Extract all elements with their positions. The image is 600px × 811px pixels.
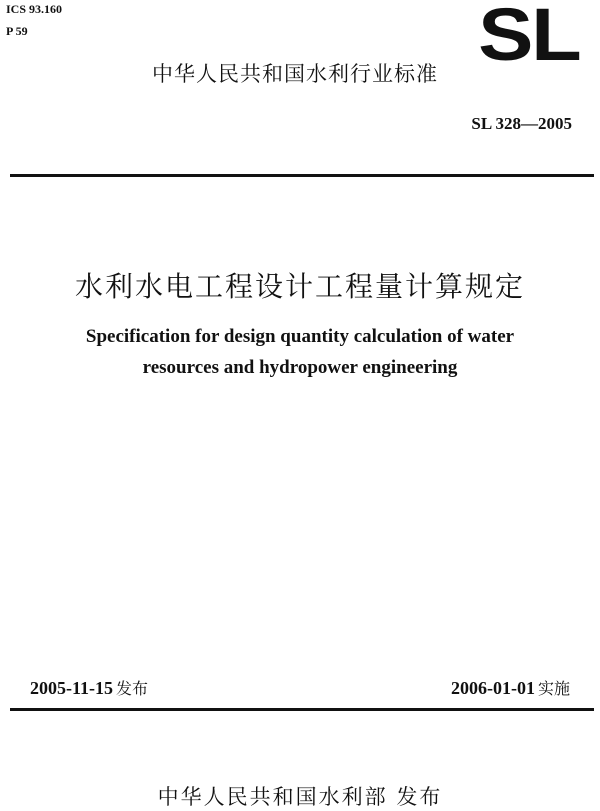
issuer-title: 中华人民共和国水利行业标准 (152, 62, 438, 86)
classification-code: P 59 (6, 24, 28, 38)
bottom-divider (10, 708, 594, 711)
document-title-english (0, 321, 600, 383)
issue-date (30, 676, 148, 699)
implementation-date-label: 实施 (537, 679, 570, 698)
top-divider (10, 174, 594, 177)
implementation-date-value: 2006-01-01 (450, 678, 535, 698)
english-title-line-2: resources and hydropower engineering (142, 357, 458, 378)
english-title-line-1: Specification for design quantity calculation of water (85, 326, 515, 347)
issue-date-label: 发布 (116, 679, 149, 698)
document-title-chinese: 水利水电工程设计工程量计算规定 (74, 270, 525, 303)
sl-logo: SL (478, 0, 580, 76)
implementation-date (451, 676, 570, 699)
standard-number: SL 328—2005 (471, 114, 572, 133)
ics-code: ICS 93.160 (6, 2, 63, 16)
issue-date-value: 2005-11-15 (30, 678, 113, 698)
publisher: 中华人民共和国水利部 发布 (157, 785, 443, 809)
